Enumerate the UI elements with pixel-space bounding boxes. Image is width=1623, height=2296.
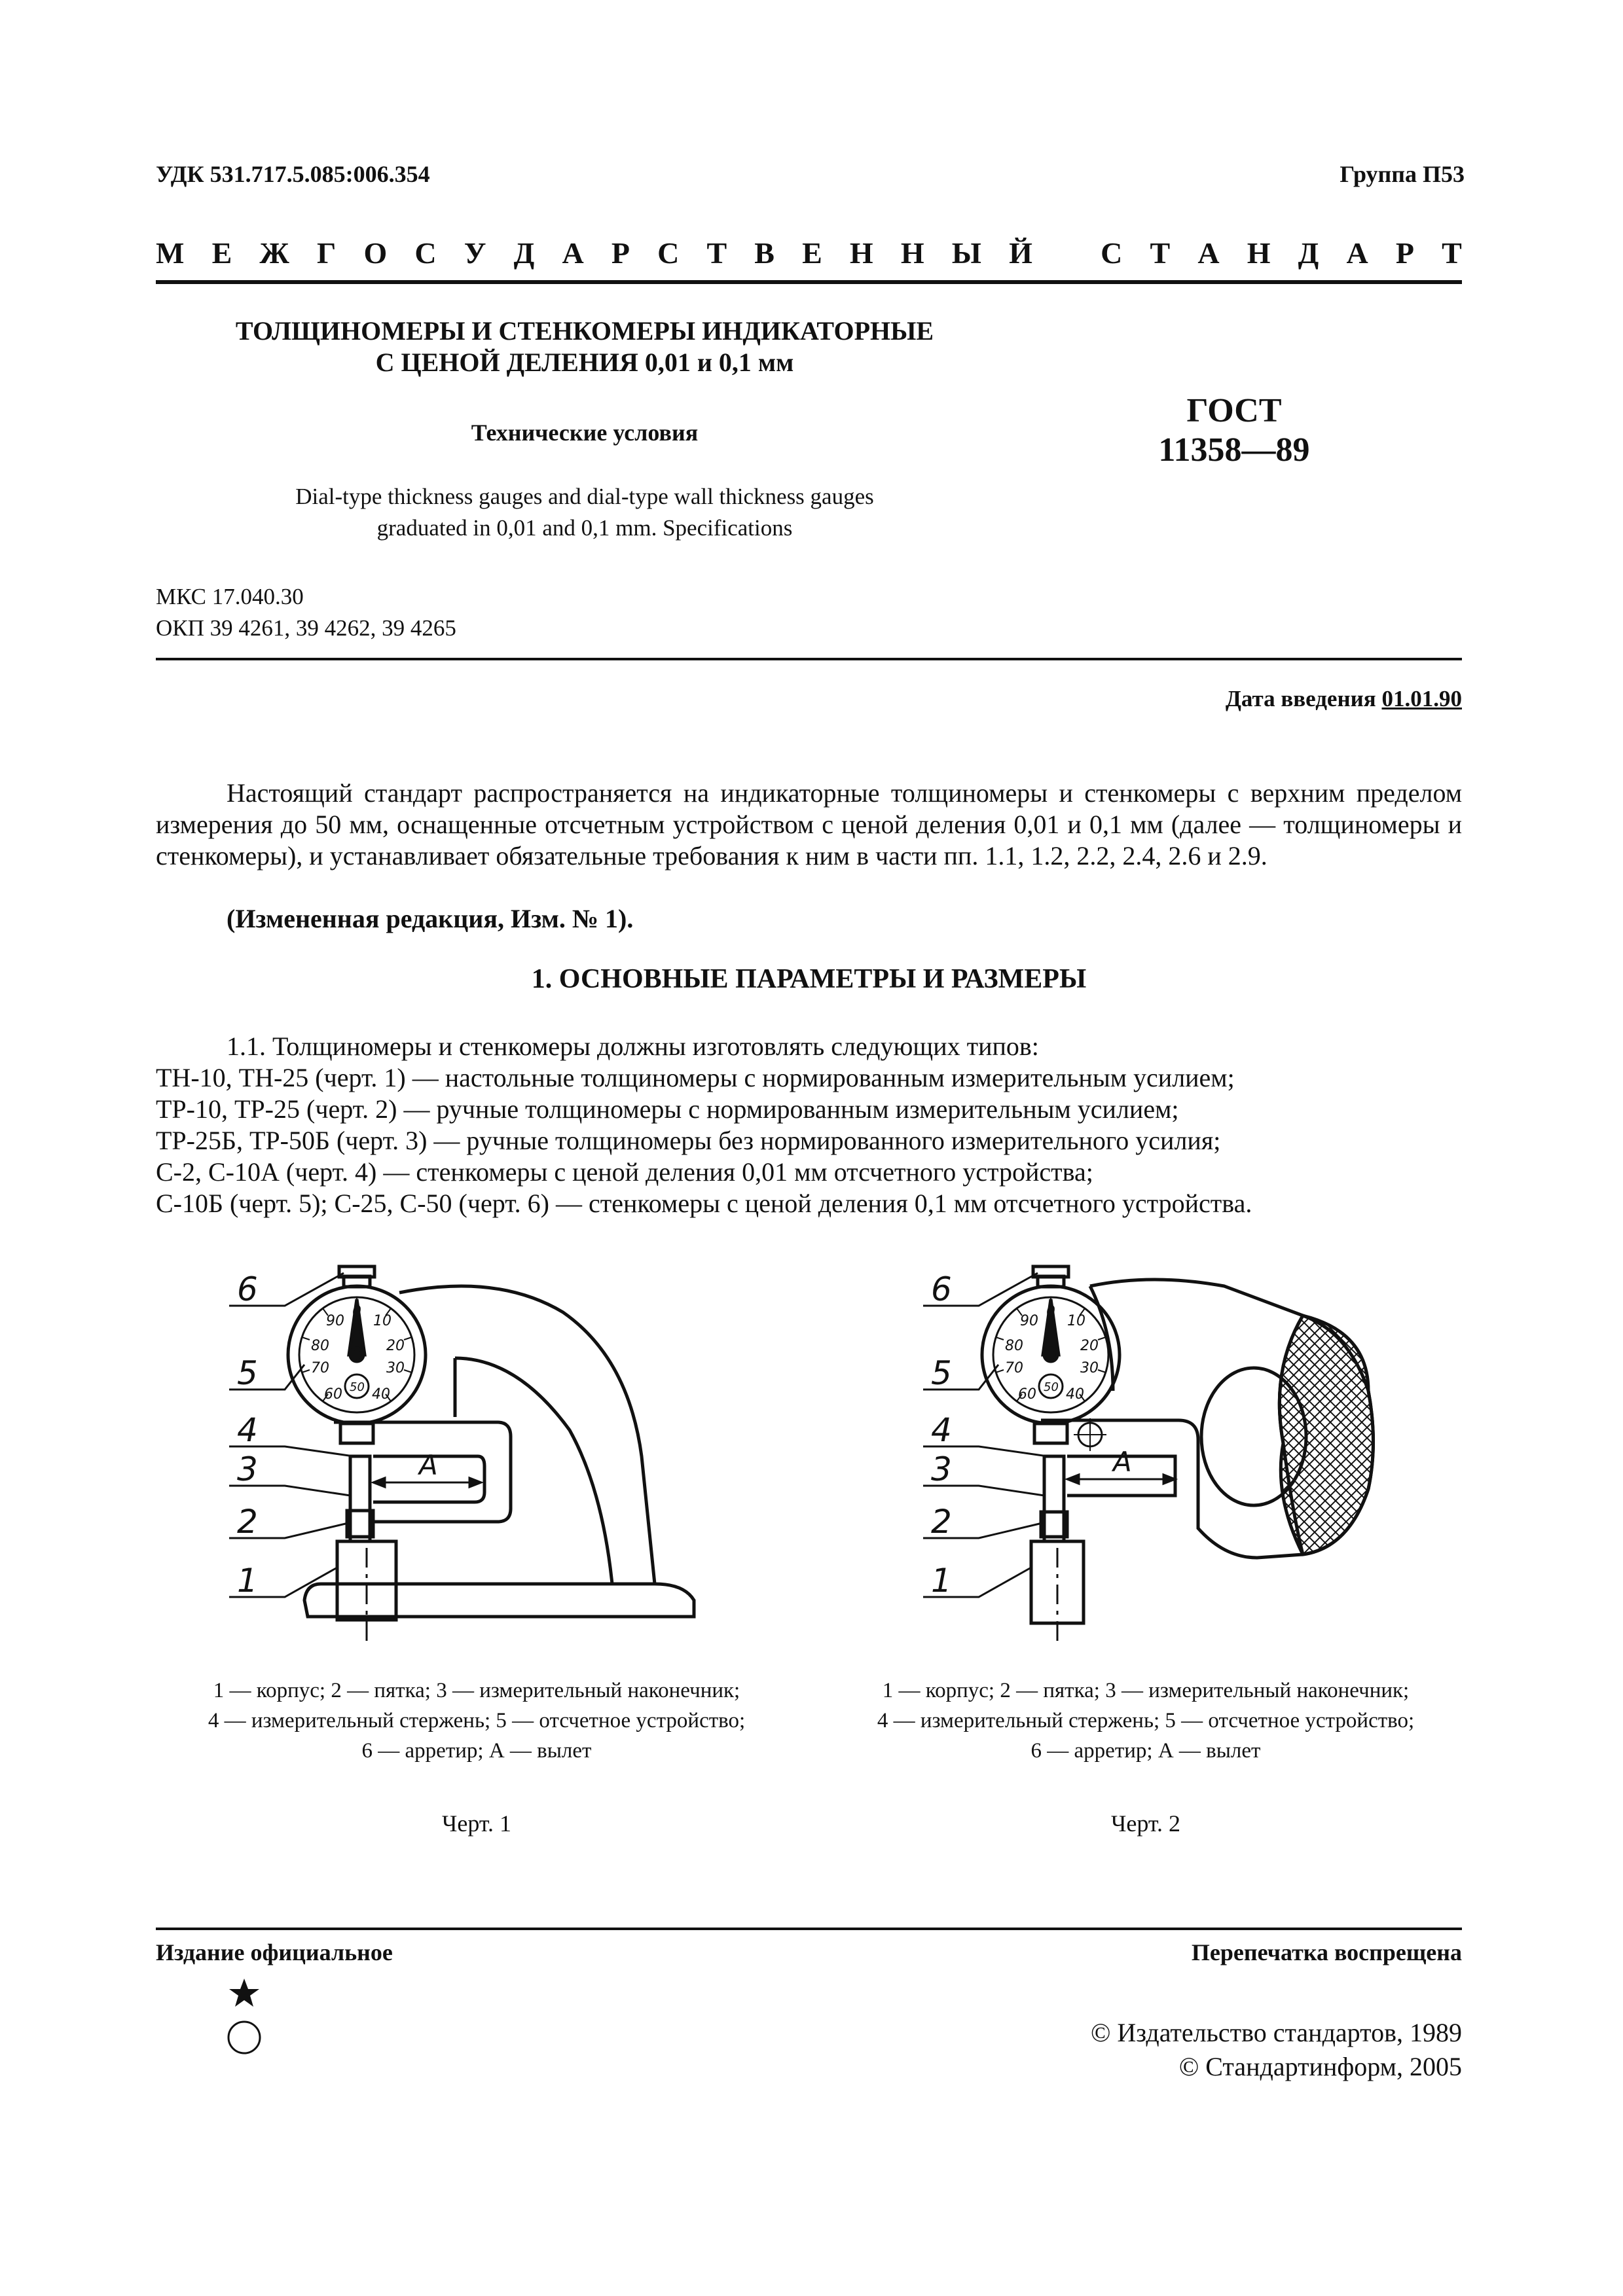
figure-2-label: Черт. 2 (1111, 1810, 1180, 1837)
callout-5: 5 (237, 1354, 258, 1392)
callout-3: 3 (931, 1450, 952, 1488)
title-line-1: ТОЛЩИНОМЕРЫ И СТЕНКОМЕРЫ ИНДИКАТОРНЫЕ (235, 316, 934, 346)
footer-rule (156, 1928, 1462, 1930)
caption-line: 1 — корпус; 2 — пятка; 3 — измерительный наконечник; (213, 1679, 740, 1702)
caption-line: 6 — арретир; А — вылет (1030, 1739, 1261, 1763)
callout-2: 2 (237, 1503, 258, 1541)
intro-date-label: Дата введения (1225, 686, 1376, 711)
english-title-line-1: Dial-type thickness gauges and dial-type wall thickness gauges (295, 484, 874, 509)
banner-letter: Т (1442, 236, 1462, 270)
figure-1-label: Черт. 1 (442, 1810, 511, 1837)
figure-1-caption (156, 1676, 797, 1766)
banner-letter: Й (1009, 236, 1032, 270)
callout-6: 6 (931, 1270, 952, 1308)
banner-letter: М (156, 236, 185, 270)
callout-2: 2 (931, 1503, 952, 1541)
document-title (156, 315, 1013, 378)
caption-line: 1 — корпус; 2 — пятка; 3 — измерительный наконечник; (882, 1679, 1410, 1702)
dial-number: 0 (352, 1304, 361, 1320)
dial-number: 80 (1005, 1338, 1023, 1354)
dial-number: 50 (350, 1380, 365, 1394)
intro-date (1226, 686, 1462, 712)
gost-number (1113, 391, 1355, 470)
banner-letter: Д (1298, 236, 1319, 270)
callout-5: 5 (931, 1354, 952, 1392)
circle-mark-icon (226, 2019, 263, 2056)
document-subtitle: Технические условия (471, 420, 699, 446)
banner-letter: Н (849, 236, 873, 270)
dial-number: 70 (311, 1360, 329, 1376)
types-intro: 1.1. Толщиномеры и стенкомеры должны изготовлять следующих типов: (227, 1031, 1039, 1061)
figure-2-drawing (917, 1260, 1427, 1659)
callout-6: 6 (237, 1270, 258, 1308)
dial-number: 20 (386, 1338, 405, 1354)
list-item: ТН-10, ТН-25 (черт. 1) — настольные толщиномеры с нормированным измерительным усилием; (156, 1063, 1235, 1092)
banner-letter: Ж (259, 236, 289, 270)
banner-letter: Н (900, 236, 924, 270)
reprint-prohibited: Перепечатка воспрещена (1191, 1939, 1462, 1965)
udk-code: УДК 531.717.5.085:006.354 (156, 161, 430, 187)
standard-banner (156, 236, 1462, 270)
banner-letter: А (1197, 236, 1220, 270)
intro-paragraph: Настоящий стандарт распространяется на индикаторные толщиномеры и стенкомеры с верхним пределом измерения до 50 мм, оснащенные отсчетным устройством с ценой деления 0,01 и 0,1 мм (далее — толщиномеры и стенкомеры), и устанавливает обязательные требования к ним в части пп. 1.1, 1.2, 2.2, 2.4, 2.6 и 2.9. (156, 778, 1462, 870)
dial-number: 70 (1005, 1360, 1023, 1376)
section-heading: 1. ОСНОВНЫЕ ПАРАМЕТРЫ И РАЗМЕРЫ (531, 964, 1087, 994)
title-line-2: С ЦЕНОЙ ДЕЛЕНИЯ 0,01 и 0,1 мм (375, 348, 794, 377)
dial-number: 30 (386, 1360, 405, 1376)
banner-letter: У (464, 236, 486, 270)
copyright-2005: © Стандартинформ, 2005 (1178, 2052, 1462, 2081)
banner-letter: А (562, 236, 584, 270)
header-rule (156, 658, 1462, 660)
banner-rule (156, 280, 1462, 284)
gost-label: ГОСТ (1186, 392, 1282, 429)
classification-codes (156, 581, 456, 644)
types-list (156, 1031, 1462, 1219)
caption-line: 4 — измерительный стержень; 5 — отсчетное устройство; (877, 1709, 1415, 1732)
dimension-label: A (1113, 1446, 1132, 1478)
figure-1-drawing (223, 1260, 733, 1659)
dial-number: 90 (326, 1313, 344, 1329)
banner-letter: Р (1395, 236, 1414, 270)
dimension-label: A (419, 1449, 438, 1481)
list-item: ТР-10, ТР-25 (черт. 2) — ручные толщиномеры с нормированным измерительным усилием; (156, 1094, 1179, 1124)
banner-letter (1060, 236, 1073, 270)
dial-number: 80 (311, 1338, 329, 1354)
dial-number: 60 (1018, 1386, 1036, 1403)
banner-letter: О (363, 236, 388, 270)
caption-line: 4 — измерительный стержень; 5 — отсчетное устройство; (208, 1709, 746, 1732)
dial-number: 50 (1044, 1380, 1059, 1394)
banner-letter: Н (1247, 236, 1271, 270)
mks-code: МКС 17.040.30 (156, 584, 304, 609)
callout-1: 1 (237, 1562, 258, 1600)
list-item: С-10Б (черт. 5); С-25, С-50 (черт. 6) — стенкомеры с ценой деления 0,1 мм отсчетного устройства. (156, 1189, 1252, 1218)
list-item: ТР-25Б, ТР-50Б (черт. 3) — ручные толщиномеры без нормированного измерительного усилия; (156, 1126, 1221, 1155)
banner-letter: Г (317, 236, 337, 270)
amendment-note: (Измененная редакция, Изм. № 1). (227, 904, 634, 933)
banner-letter: Д (513, 236, 535, 270)
callout-4: 4 (237, 1411, 258, 1449)
copyright-block (1091, 2016, 1462, 2084)
banner-letter: Е (802, 236, 822, 270)
banner-letter: В (754, 236, 775, 270)
callout-3: 3 (237, 1450, 258, 1488)
gost-value: 11358—89 (1158, 431, 1310, 469)
banner-letter: С (657, 236, 680, 270)
banner-letter: Т (1150, 236, 1171, 270)
caption-line: 6 — арретир; А — вылет (361, 1739, 592, 1763)
intro-date-value: 01.01.90 (1381, 686, 1462, 711)
dial-number: 10 (373, 1313, 392, 1329)
english-title-line-2: graduated in 0,01 and 0,1 mm. Specifications (376, 515, 793, 541)
group-code: Группа П53 (1340, 161, 1465, 187)
dial-number: 40 (1066, 1386, 1084, 1403)
dial-number: 10 (1067, 1313, 1085, 1329)
dial-number: 20 (1080, 1338, 1099, 1354)
official-edition: Издание официальное (156, 1939, 393, 1965)
dial-number: 60 (324, 1386, 342, 1403)
okp-code: ОКП 39 4261, 39 4262, 39 4265 (156, 615, 456, 641)
callout-4: 4 (931, 1411, 952, 1449)
copyright-1989: © Издательство стандартов, 1989 (1090, 2018, 1462, 2047)
dial-number: 90 (1020, 1313, 1038, 1329)
banner-letter: Т (706, 236, 727, 270)
dial-number: 0 (1046, 1304, 1055, 1320)
banner-letter: А (1346, 236, 1368, 270)
figure-2-caption (831, 1676, 1460, 1766)
banner-letter: Е (211, 236, 232, 270)
star-icon (228, 1977, 261, 2009)
banner-letter: С (1101, 236, 1123, 270)
dial-number: 30 (1080, 1360, 1099, 1376)
callout-1: 1 (931, 1562, 952, 1600)
banner-letter: Ы (951, 236, 981, 270)
dial-number: 40 (372, 1386, 390, 1403)
english-title (156, 481, 1013, 544)
list-item: С-2, С-10А (черт. 4) — стенкомеры с ценой деления 0,01 мм отсчетного устройства; (156, 1157, 1093, 1187)
banner-letter: Р (611, 236, 630, 270)
banner-letter: С (414, 236, 437, 270)
